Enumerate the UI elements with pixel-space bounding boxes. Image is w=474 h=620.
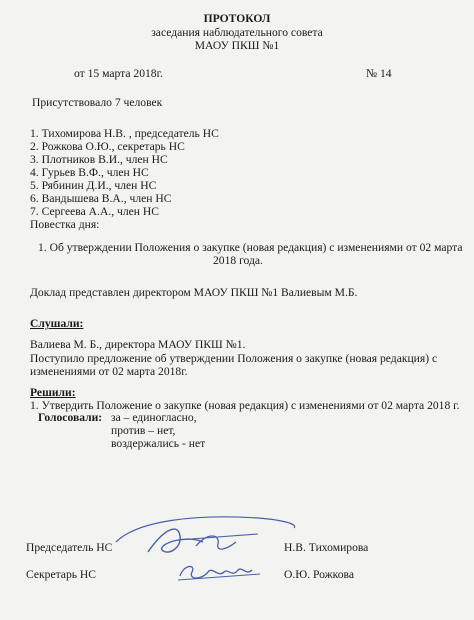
chair-role: Председатель НС <box>26 541 113 554</box>
member-item: 2. Рожкова О.Ю., секретарь НС <box>30 140 185 153</box>
secretary-role: Секретарь НС <box>26 568 97 581</box>
member-item: 1. Тихомирова Н.В. , председатель НС <box>30 127 219 140</box>
report-line: Доклад представлен директором МАОУ ПКШ №1 Валиевым М.Б. <box>30 286 358 299</box>
secretary-name: О.Ю. Рожкова <box>284 568 354 581</box>
proposal-line2: изменениями от 02 марта 2018г. <box>30 365 188 378</box>
protocol-date: от 15 марта 2018г. <box>74 67 163 80</box>
council-line: заседания наблюдательного совета <box>151 26 323 39</box>
attendance-line: Присутствовало 7 человек <box>32 96 163 109</box>
protocol-number: № 14 <box>366 67 392 80</box>
decided-heading: Решили: <box>30 386 76 399</box>
decision-item: 1. Утвердить Положение о закупке (новая редакция) с изменениями от 02 марта 2018 г. <box>30 399 460 412</box>
speaker-line: Валиева М. Б., директора МАОУ ПКШ №1. <box>30 338 246 351</box>
secretary-signature <box>174 558 264 588</box>
chair-signature <box>108 512 308 562</box>
listened-heading: Слушали: <box>30 317 84 330</box>
member-item: 6. Вандышева В.А., член НС <box>30 192 172 205</box>
vote-for: за – единогласно, <box>111 411 197 424</box>
member-item: 3. Плотников В.И., член НС <box>30 153 168 166</box>
agenda-item-line1: 1. Об утверждении Положения о закупке (новая редакция) с изменениями от 02 марта <box>38 241 463 254</box>
vote-against: против – нет, <box>111 424 176 437</box>
agenda-item-line2: 2018 года. <box>213 254 263 267</box>
document-title: ПРОТОКОЛ <box>203 12 271 25</box>
vote-label: Голосовали: <box>38 411 103 424</box>
proposal-line1: Поступило предложение об утверждении Положения о закупке (новая редакция) с <box>30 352 438 365</box>
chair-name: Н.В. Тихомирова <box>284 541 369 554</box>
vote-abstain: воздержались - нет <box>111 437 206 450</box>
member-item: 5. Рябинин Д.И., член НС <box>30 179 157 192</box>
member-item: 7. Сергеева А.А., член НС <box>30 205 159 218</box>
school-line: МАОУ ПКШ №1 <box>194 39 280 52</box>
agenda-label: Повестка дня: <box>30 218 100 231</box>
member-item: 4. Гурьев В.Ф., член НС <box>30 166 149 179</box>
